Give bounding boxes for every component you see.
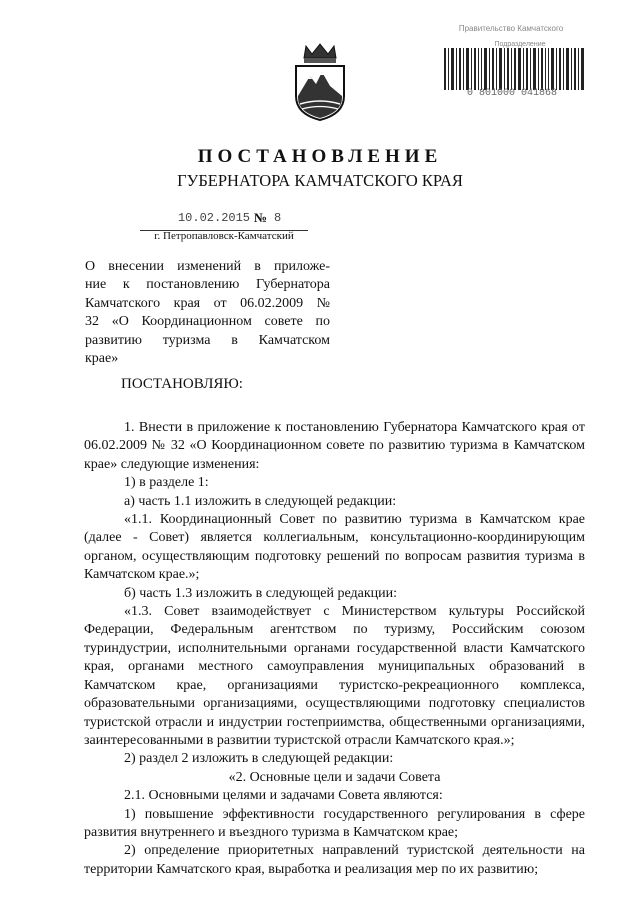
body-paragraph: «1.1. Координационный Совет по развитию туризма в Камчатском крае (далее - Совет) является коллегиальным, консультационно-координирующим органом, осуществляющим подготовку решений по вопросам развития туризма в Камчатском крае.»; (84, 512, 585, 583)
body-paragraph: 1) в разделе 1: (124, 475, 209, 491)
subject-line: 32 «О Координационном совете по (85, 314, 330, 330)
body-paragraph: б) часть 1.3 изложить в следующей редакции: (124, 585, 398, 601)
section-heading: «2. Основные цели и задачи Совета (228, 769, 441, 785)
decree-heading: ПОСТАНОВЛЯЮ: (121, 376, 243, 392)
body-paragraph: 1. Внести в приложение к постановлению Губернатора Камчатского края от 06.02.2009 № 32 «О Координационном совете по развитию туризма в Камчатском крае» следующие изменения: (84, 420, 585, 472)
kamchatka-coat-of-arms-icon (292, 38, 348, 122)
document-issuer: ГУБЕРНАТОРА КАМЧАТСКОГО КРАЯ (177, 171, 463, 190)
registration-stamp-text: Правительство Камчатского (458, 24, 564, 33)
subject-line: Камчатского края от 06.02.2009 № (85, 295, 330, 311)
body-paragraph: «1.3. Совет взаимодействует с Министерством культуры Российской Федерации, Федеральным агентством по туризму, Российским союзом туриндустрии, исполнительными органами государственной власти Камчатского края, органами местного самоуправления муниципальных образований в Камчатском крае, организациями туристско-рекреационного комплекса, образовательными организациями, осуществляющими подготовку специалистов туристской отрасли и индустрии гостеприимства, общественными организациями, заинтересованными в развитии туристской отрасли Камчатского края.»; (84, 604, 585, 748)
barcode-number: 0 801000 041868 (466, 88, 557, 99)
document-body (84, 419, 585, 879)
body-paragraph: 2.1. Основными целями и задачами Совета являются: (124, 788, 443, 804)
document-title: ПОСТАНОВЛЕНИЕ (197, 146, 443, 167)
document-subject (85, 258, 330, 368)
document-number-label: № (254, 210, 268, 225)
barcode-image (442, 48, 586, 90)
subject-line: крае» (85, 351, 119, 367)
subject-line: ние к постановлению Губернатора (85, 277, 330, 293)
document-city: г. Петропавловск-Камчатский (154, 230, 294, 242)
body-paragraph: 2) определение приоритетных направлений туристской деятельности на территории Камчатского края, выработка и реализация мер по их развитию; (84, 843, 585, 877)
registration-stamp-subtext: Подразделение (494, 41, 546, 48)
subject-line: развитию туризма в Камчатском (85, 332, 330, 348)
document-number: 8 (274, 211, 282, 225)
document-date: 10.02.2015 (177, 211, 250, 225)
body-paragraph: 2) раздел 2 изложить в следующей редакции: (124, 751, 394, 767)
body-paragraph: 1) повышение эффективности государственного регулирования в сфере развития внутреннего и въездного туризма в Камчатском крае; (84, 806, 585, 840)
body-paragraph: а) часть 1.1 изложить в следующей редакции: (124, 493, 397, 509)
subject-line: О внесении изменений в приложе- (85, 259, 330, 274)
